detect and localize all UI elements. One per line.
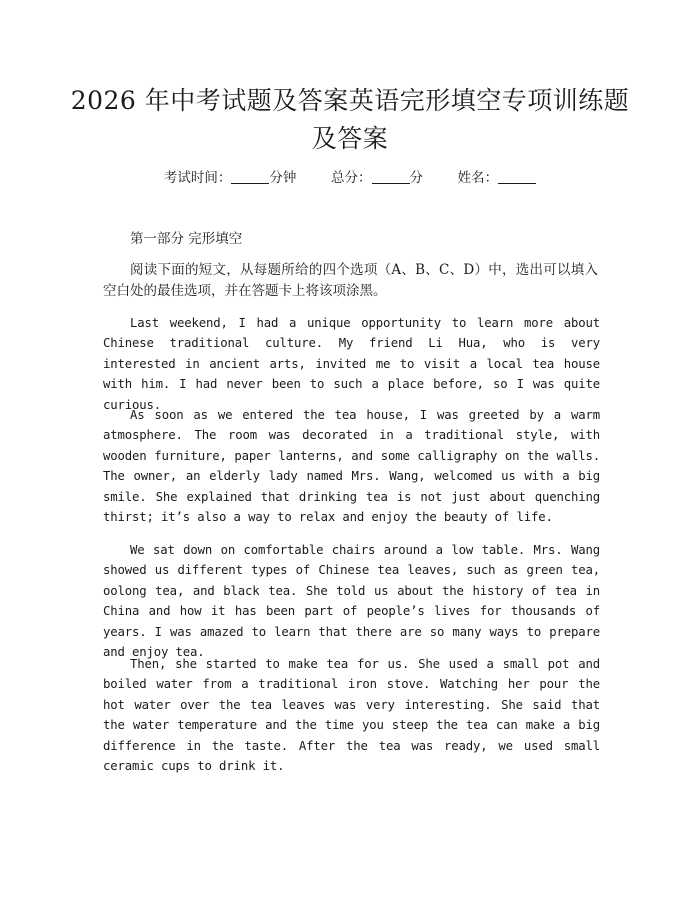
instructions-text: 阅读下面的短文，从每题所给的四个选项（A、B、C、D）中，选出可以填入空白处的最佳选项，并在答题卡上将该项涂黑。 [103, 262, 598, 299]
total-score-blank [372, 169, 410, 184]
exam-info-line [0, 168, 700, 188]
total-score-unit: 分 [409, 170, 423, 186]
passage-paragraph-3: We sat down on comfortable chairs around a low table. Mrs. Wang showed us different types of Chinese tea leaves, such as green tea, oolong tea, and black tea. She told us about the history of tea in China and how it has been part of people’s lives for thousands of years. I was amazed to learn that there are so many ways to prepare and enjoy tea. [103, 543, 600, 660]
exam-time-label: 考试时间： [163, 170, 232, 186]
total-score-label: 总分： [331, 170, 372, 186]
name-blank [498, 169, 536, 184]
document-title: 2026 年中考试题及答案英语完形填空专项训练题及答案 [70, 86, 630, 153]
passage-paragraph-2: As soon as we entered the tea house, I was greeted by a warm atmosphere. The room was decorated in a traditional style, with wooden furniture, paper lanterns, and some calligraphy on the walls. The owner, an elderly lady named Mrs. Wang, welcomed us with a big smile. She explained that drinking tea is not just about quenching thirst; it’s also a way to relax and enjoy the beauty of life. [103, 408, 600, 525]
section-heading: 第一部分 完形填空 [130, 231, 243, 247]
exam-time-blank [231, 169, 269, 184]
name-label: 姓名： [457, 170, 499, 186]
passage-paragraph-4: Then, she started to make tea for us. She used a small pot and boiled water from a traditional iron stove. Watching her pour the hot water over the tea leaves was very interesting. She said that the water temperature and the time you steep the tea can make a big difference in the taste. After the tea was ready, we used small ceramic cups to drink it. [103, 657, 600, 774]
exam-time-unit: 分钟 [269, 170, 297, 186]
passage-paragraph-1: Last weekend, I had a unique opportunity to learn more about Chinese traditional culture. My friend Li Hua, who is very interested in ancient arts, invited me to visit a local tea house with him. I had never been to such a place before, so I was quite curious. [103, 316, 600, 412]
